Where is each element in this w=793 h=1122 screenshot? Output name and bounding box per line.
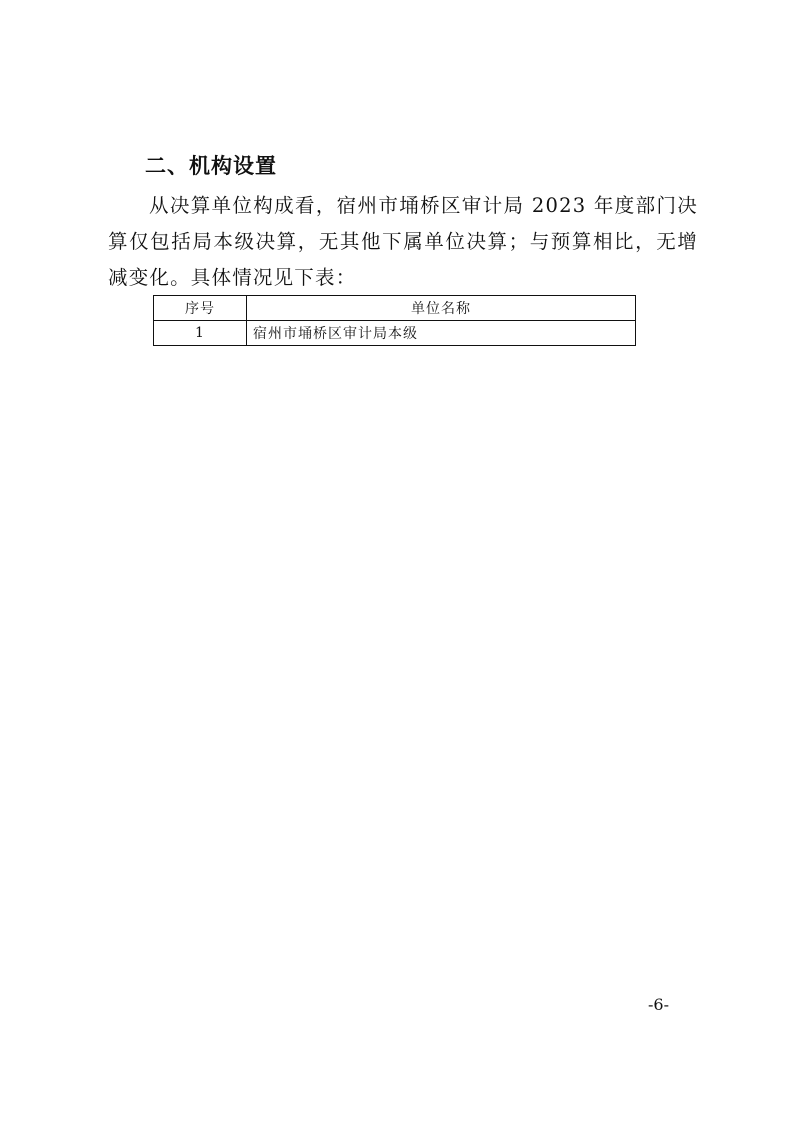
table-row: [154, 321, 636, 346]
section-heading: 二、机构设置: [145, 154, 277, 178]
table-header-index: 序号: [154, 296, 247, 321]
table-header-row: [154, 296, 636, 321]
table-cell-index: 1: [154, 321, 247, 346]
table-cell-name: 宿州市埇桥区审计局本级: [247, 321, 636, 346]
body-paragraph: 从决算单位构成看，宿州市埇桥区审计局 2023 年度部门决算仅包括局本级决算，无其他下属单位决算；与预算相比，无增减变化。具体情况见下表：: [108, 194, 698, 289]
table-header-name: 单位名称: [247, 296, 636, 321]
page-number: -6-: [648, 995, 669, 1014]
organization-table: [153, 295, 636, 346]
